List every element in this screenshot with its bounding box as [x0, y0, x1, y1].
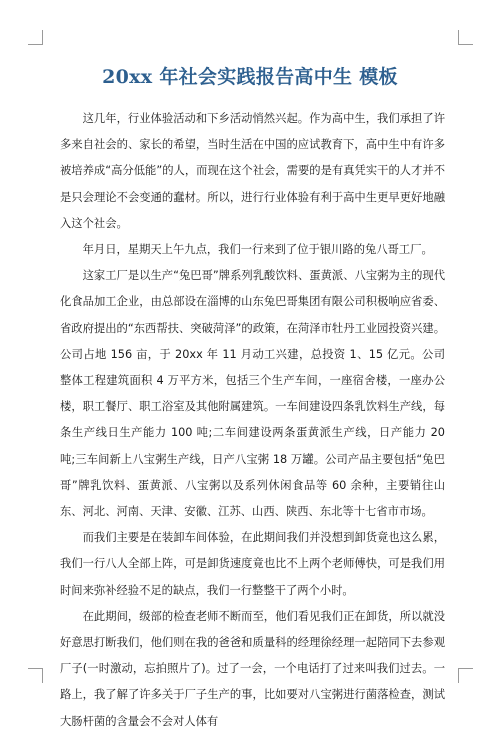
document-body: [60, 106, 445, 735]
paragraph-company: 这家工厂是以生产“兔巴哥”牌系列乳酸饮料、蛋黄派、八宝粥为主的现代化食品加工企业，由总部设在淄博的山东兔巴哥集团有限公司积极响应省委、省政府提出的“东西帮扶、突破菏泽”的政策，在菏泽市牡丹工业园投资兴建。公司占地 156 亩，于 20xx 年 11 月动工兴建，总投资 1、15 亿元。公司整体工程建筑面积 4 万平方米，包括三个生产车间，一座宿舍楼，一座办公楼，职工餐厅、职工浴室及其他附属建筑。一车间建设四条乳饮料生产线，每条生产线日生产能力 100 吨;二车间建设两条蛋黄派生产线，日产能力 20 吨;三车间新上八宝粥生产线，日产八宝粥 18 万罐。公司产品主要包括“兔巴哥”牌乳饮料、蛋黄派、八宝粥以及系列休闲食品等 60 余种，主要销往山东、河北、河南、天津、安徽、江苏、山西、陕西、东北等十七省市市场。: [60, 269, 445, 519]
crop-mark-bottom-right: [458, 668, 473, 683]
paragraph-date: 年月日，星期天上午九点，我们一行来到了位于银川路的兔八哥工厂。: [82, 243, 433, 257]
paragraph-unloading: 而我们主要是在装卸车间体验，在此期间我们并没想到卸货竟也这么累，我们一行八人全部上阵，可是卸货速度竟也比不上两个老师傅快，可是我们用时间来弥补经验不足的缺点，我们一行整整干了两个小时。: [60, 531, 445, 597]
document-title: 20xx 年社会实践报告高中生 模板: [102, 66, 398, 88]
crop-mark-bottom-left: [28, 668, 43, 683]
paragraph-intro: 这几年，行业体验活动和下乡活动悄然兴起。作为高中生，我们承担了许多来自社会的、家长的希望，当时生活在中国的应试教育下，高中生中有许多被培养成“高分低能”的人，而现在这个社会，需要的是有真凭实干的人才并不是只会理论不会变通的蠢材。所以，进行行业体验有利于高中生更早更好地融入这个社会。: [60, 112, 445, 230]
crop-mark-top-left: [28, 30, 43, 45]
paragraph-inspection: 在此期间，级部的检查老师不断而至，他们看见我们正在卸货，所以就没好意思打断我们，他们则在我的爸爸和质量科的经理徐经理一起陪同下去参观厂子(一时激动，忘拍照片了)。过了一会，一个电话打了过来叫我们过去。一路上，我了解了许多关于厂子生产的事，比如要对八宝粥进行菌落检查，测试大肠杆菌的含量会不会对人体有: [60, 609, 445, 728]
crop-mark-top-right: [458, 30, 473, 45]
